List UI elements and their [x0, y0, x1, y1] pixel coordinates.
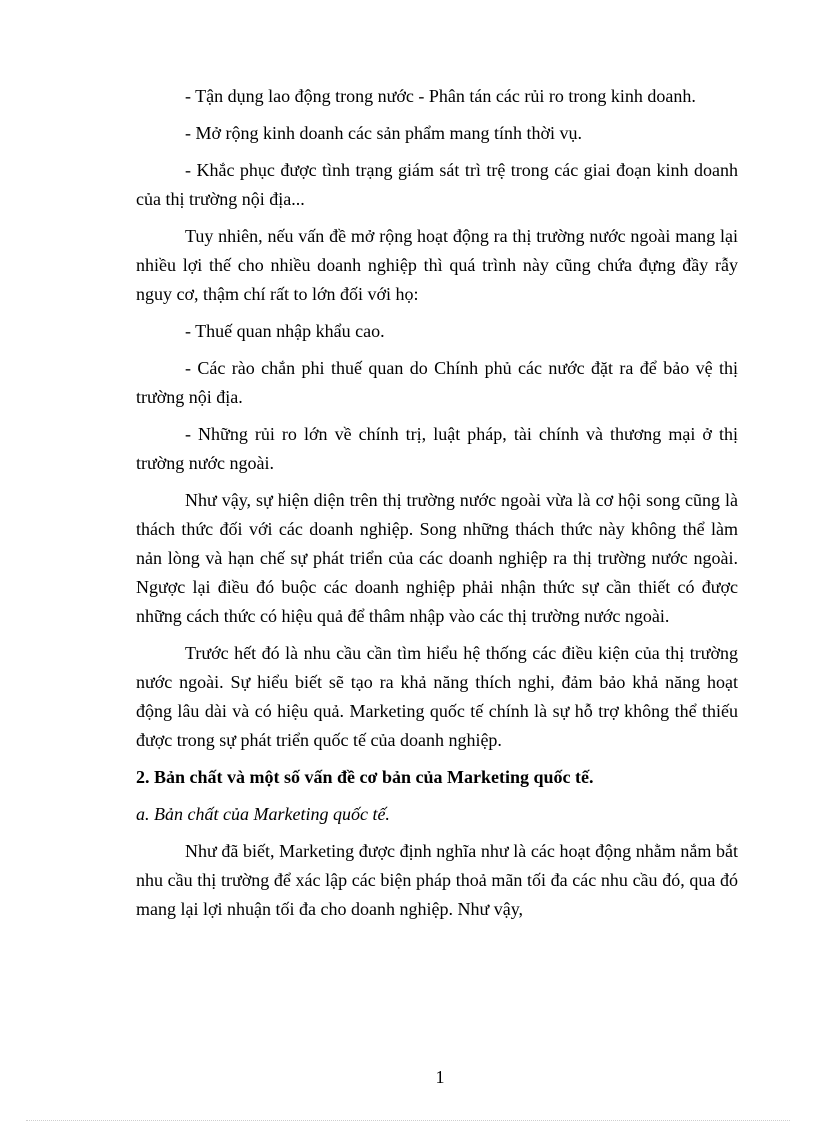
paragraph-risks-intro: Tuy nhiên, nếu vấn đề mở rộng hoạt động ra thị trường nước ngoài mang lại nhiều lợi thế cho nhiều doanh nghiệp thì quá trình này cũng chứa đựng đầy rẫy nguy cơ, thậm chí rất to lớn đối với họ: [136, 226, 738, 304]
section-heading: 2. Bản chất và một số vấn đề cơ bản của Marketing quốc tế. [136, 767, 594, 787]
page-number: 1 [435, 1067, 445, 1087]
bullet-use-domestic-labor: - Tận dụng lao động trong nước - Phân tán các rủi ro trong kinh doanh. [185, 86, 696, 106]
bullet-non-tariff-barriers: - Các rào chắn phi thuế quan do Chính phủ các nước đặt ra để bảo vệ thị trường nội địa. [136, 358, 738, 407]
paragraph-marketing-definition: Như đã biết, Marketing được định nghĩa như là các hoạt động nhằm nắm bắt nhu cầu thị trường để xác lập các biện pháp thoả mãn tối đa các nhu cầu đó, qua đó mang lại lợi nhuận tối đa cho doanh nghiệp. Như vậy, [136, 841, 738, 919]
bullet-overcome-stagnation: - Khắc phục được tình trạng giám sát trì trệ trong các giai đoạn kinh doanh của thị trường nội địa... [136, 160, 738, 209]
page-bottom-border [26, 1120, 790, 1121]
paragraph-understand-conditions: Trước hết đó là nhu cầu cần tìm hiểu hệ thống các điều kiện của thị trường nước ngoài. Sự hiểu biết sẽ tạo ra khả năng thích nghi, đảm bảo khả năng hoạt động lâu dài và có hiệu quả. Marketing quốc tế chính là sự hỗ trợ không thể thiếu được trong sự phát triển quốc tế của doanh nghiệp. [136, 643, 738, 750]
bullet-expand-seasonal-products: - Mở rộng kinh doanh các sản phẩm mang tính thời vụ. [185, 123, 582, 143]
document-page [136, 82, 738, 932]
subsection-heading: a. Bản chất của Marketing quốc tế. [136, 804, 390, 824]
paragraph-opportunity-challenge: Như vậy, sự hiện diện trên thị trường nước ngoài vừa là cơ hội song cũng là thách thức đối với các doanh nghiệp. Song những thách thức này không thể làm nản lòng và hạn chế sự phát triển của các doanh nghiệp ra thị trường nước ngoài. Ngược lại điều đó buộc các doanh nghiệp phải nhận thức sự cần thiết có được những cách thức có hiệu quả để thâm nhập vào các thị trường nước ngoài. [136, 490, 738, 626]
bullet-high-import-tariffs: - Thuế quan nhập khẩu cao. [185, 321, 385, 341]
bullet-major-risks: - Những rủi ro lớn về chính trị, luật pháp, tài chính và thương mại ở thị trường nước ngoài. [136, 424, 738, 473]
